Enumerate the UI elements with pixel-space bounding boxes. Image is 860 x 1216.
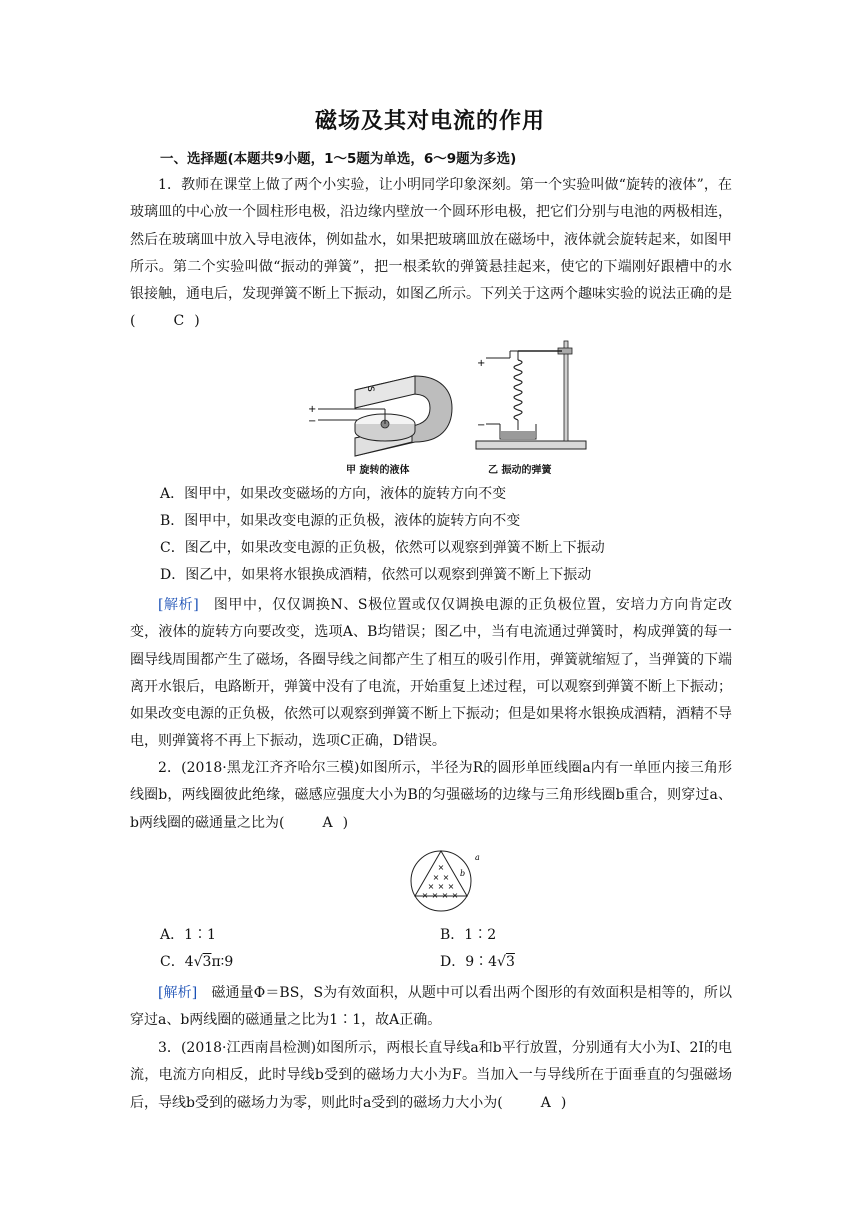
field-cross: × xyxy=(447,882,455,891)
analysis-tag: [解析] xyxy=(158,985,198,1001)
section-heading: 一、选择题(本题共9小题，1～5题为单选，6～9题为多选) xyxy=(160,151,517,167)
question-1-close: ) xyxy=(194,313,200,330)
fig-b-minus-label: − xyxy=(477,420,486,431)
coil-a-label: a xyxy=(475,853,480,862)
question-1-stem xyxy=(130,172,732,336)
coil-b-label: b xyxy=(460,869,466,878)
question-2-option-c: C．4√3π∶9 xyxy=(160,954,234,970)
field-cross: × xyxy=(421,891,429,900)
figure-1a-caption: 甲 旋转的液体 xyxy=(346,465,410,476)
question-2-answer: A xyxy=(322,814,333,831)
question-1-option-b: B．图甲中，如果改变电源的正负极，液体的旋转方向不变 xyxy=(160,513,521,529)
field-cross: × xyxy=(427,882,435,891)
question-3-answer: A xyxy=(540,1094,551,1111)
analysis-tag: [解析] xyxy=(158,597,199,613)
question-1-option-a: A．图甲中，如果改变磁场的方向，液体的旋转方向不变 xyxy=(160,486,507,502)
question-3-text: 3．(2018·江西南昌检测)如图所示，两根长直导线a和b平行放置，分别通有大小为I、2I的电流，电流方向相反，此时导线b受到的磁场力大小为F。当加入一与导线所在于面垂直的匀强磁场后，导线b受到的磁场力为零，则此时a受到的磁场力大小为( xyxy=(130,1040,732,1111)
field-cross: × xyxy=(441,891,449,900)
fig-a-plus-label: + xyxy=(308,404,317,415)
question-1-option-c: C．图乙中，如果改变电源的正负极，依然可以观察到弹簧不断上下振动 xyxy=(160,540,605,556)
option-c-suffix: π∶9 xyxy=(211,954,234,970)
field-cross: × xyxy=(432,873,440,882)
option-c-root: 3 xyxy=(202,954,212,970)
option-d-root: 3 xyxy=(505,954,515,970)
question-1-answer: C xyxy=(173,313,185,330)
figure-1b-caption: 乙 振动的弹簧 xyxy=(488,465,552,476)
question-2-option-b: B．1∶2 xyxy=(440,927,497,943)
question-2-stem xyxy=(130,755,732,837)
question-3-stem xyxy=(130,1035,732,1117)
question-2-analysis-text: 磁通量Φ＝BS，S为有效面积，从题中可以看出两个图形的有效面积是相等的，所以穿过a、b两线圈的磁通量之比为1∶1，故A正确。 xyxy=(130,985,732,1029)
field-cross: × xyxy=(437,882,445,891)
magnet-s-label: S xyxy=(365,386,375,392)
field-cross: × xyxy=(442,873,450,882)
question-1-analysis-text: 图甲中，仅仅调换N、S极位置或仅仅调换电源的正负极位置，安培力方向肯定改变，液体的旋转方向要改变，选项A、B均错误；图乙中，当有电流通过弹簧时，构成弹簧的每一圈导线周围都产生了磁场，各圈导线之间都产生了相互的吸引作用，弹簧就缩短了，当弹簧的下端离开水银后，电路断开，弹簧中没有了电流，开始重复上述过程，可以观察到弹簧不断上下振动；如果改变电源的正负极，依然可以观察到弹簧不断上下振动；但是如果将水银换成酒精，酒精不导电，则弹簧将不再上下振动，选项C正确，D错误。 xyxy=(130,597,732,750)
spring-stand-diagram xyxy=(476,341,586,449)
question-1-analysis xyxy=(130,592,732,756)
field-cross: × xyxy=(437,863,445,872)
question-2-analysis xyxy=(130,980,732,1035)
field-cross: × xyxy=(451,891,459,900)
fig-b-plus-label: + xyxy=(477,358,486,369)
option-d-prefix: D．9∶4 xyxy=(440,954,498,970)
figure-2 xyxy=(405,842,485,920)
field-cross: × xyxy=(431,891,439,900)
option-c-prefix: C．4 xyxy=(160,954,194,970)
question-1-text: 1．教师在课堂上做了两个小实验，让小明同学印象深刻。第一个实验叫做“旋转的液体”，在玻璃皿的中心放一个圆柱形电极，沿边缘内壁放一个圆环形电极，把它们分别与电池的两极相连，然后在玻璃皿中放入导电液体，例如盐水，如果把玻璃皿放在磁场中，液体就会旋转起来，如图甲所示。第二个实验叫做“振动的弹簧”，把一根柔软的弹簧悬挂起来，使它的下端刚好跟槽中的水银接触，通电后，发现弹簧不断上下振动，如图乙所示。下列关于这两个趣味实验的说法正确的是( xyxy=(130,177,732,330)
question-2-close: ) xyxy=(342,814,349,831)
page-title: 磁场及其对电流的作用 xyxy=(314,109,545,134)
question-2-option-a: A．1∶1 xyxy=(160,927,216,943)
question-1-option-d: D．图乙中，如果将水银换成酒精，依然可以观察到弹簧不断上下振动 xyxy=(160,567,592,583)
fig-a-minus-label: − xyxy=(308,416,317,427)
magnet-diagram xyxy=(318,376,452,456)
figure-1 xyxy=(300,338,600,478)
question-2-text: 2．(2018·黑龙江齐齐哈尔三模)如图所示，半径为R的圆形单匝线圈a内有一单匝内接三角形线圈b，两线圈彼此绝缘，磁感应强度大小为B的匀强磁场的边缘与三角形线圈b重合，则穿过a、b两线圈的磁通量之比为( xyxy=(130,760,732,831)
question-3-close: ) xyxy=(560,1094,567,1111)
question-2-option-d: D．9∶4√3 xyxy=(440,954,515,970)
